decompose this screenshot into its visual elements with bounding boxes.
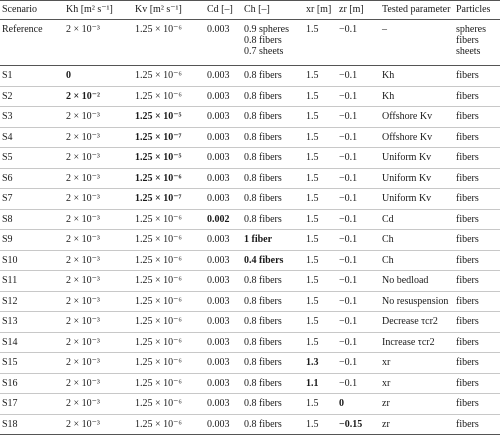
cell-cd: 0.003 bbox=[205, 312, 242, 333]
header-particles: Particles bbox=[454, 1, 500, 20]
cell-zr: −0.1 bbox=[337, 230, 380, 251]
cell-kv: 1.25 × 10⁻⁶ bbox=[133, 394, 205, 415]
cell-kv: 1.25 × 10⁻⁶ bbox=[133, 373, 205, 394]
cell-xr: 1.5 bbox=[304, 332, 337, 353]
header-tested-parameter: Tested parameter bbox=[380, 1, 454, 20]
reference-particles-spheres: spheres bbox=[456, 24, 486, 35]
reference-kv: 1.25 × 10⁻⁶ bbox=[133, 20, 205, 66]
cell-cd: 0.003 bbox=[205, 86, 242, 107]
cell-xr: 1.5 bbox=[304, 414, 337, 435]
cell-zr: −0.1 bbox=[337, 332, 380, 353]
cell-cd: 0.003 bbox=[205, 168, 242, 189]
cell-xr: 1.5 bbox=[304, 209, 337, 230]
reference-ch-fibers: 0.8 fibers bbox=[244, 35, 282, 46]
cell-kh: 2 × 10⁻³ bbox=[64, 250, 133, 271]
reference-tested: – bbox=[380, 20, 454, 66]
cell-xr: 1.5 bbox=[304, 250, 337, 271]
cell-zr: −0.1 bbox=[337, 127, 380, 148]
cell-cd: 0.003 bbox=[205, 271, 242, 292]
cell-kv: 1.25 × 10⁻⁷ bbox=[133, 189, 205, 210]
cell-ch: 0.8 fibers bbox=[242, 373, 304, 394]
reference-ch-sheets: 0.7 sheets bbox=[244, 46, 284, 57]
table-row bbox=[0, 127, 500, 148]
header-kh: Kh [m² s⁻¹] bbox=[64, 1, 133, 20]
table-row bbox=[0, 353, 500, 374]
cell-ch: 0.8 fibers bbox=[242, 312, 304, 333]
cell-zr: −0.1 bbox=[337, 271, 380, 292]
table-row bbox=[0, 86, 500, 107]
cell-kv: 1.25 × 10⁻⁵ bbox=[133, 148, 205, 169]
table-row bbox=[0, 414, 500, 435]
reference-kh: 2 × 10⁻³ bbox=[64, 20, 133, 66]
cell-particles: fibers bbox=[454, 394, 500, 415]
cell-cd: 0.003 bbox=[205, 107, 242, 128]
cell-cd: 0.003 bbox=[205, 250, 242, 271]
cell-scenario: S7 bbox=[0, 189, 64, 210]
cell-zr: −0.1 bbox=[337, 373, 380, 394]
header-ch: Ch [–] bbox=[242, 1, 304, 20]
cell-ch: 0.8 fibers bbox=[242, 86, 304, 107]
cell-zr: −0.1 bbox=[337, 168, 380, 189]
cell-tested: Increase τcr2 bbox=[380, 332, 454, 353]
cell-particles: fibers bbox=[454, 353, 500, 374]
cell-ch: 0.8 fibers bbox=[242, 394, 304, 415]
cell-tested: Decrease τcr2 bbox=[380, 312, 454, 333]
cell-cd: 0.003 bbox=[205, 394, 242, 415]
reference-cd: 0.003 bbox=[205, 20, 242, 66]
table-row bbox=[0, 230, 500, 251]
cell-scenario: S6 bbox=[0, 168, 64, 189]
cell-tested: zr bbox=[380, 394, 454, 415]
cell-tested: Ch bbox=[380, 230, 454, 251]
table-row bbox=[0, 189, 500, 210]
header-xr: xr [m] bbox=[304, 1, 337, 20]
cell-ch: 0.8 fibers bbox=[242, 332, 304, 353]
cell-particles: fibers bbox=[454, 148, 500, 169]
cell-cd: 0.003 bbox=[205, 127, 242, 148]
cell-scenario: S10 bbox=[0, 250, 64, 271]
table-row bbox=[0, 250, 500, 271]
cell-kv: 1.25 × 10⁻⁶ bbox=[133, 168, 205, 189]
cell-scenario: S16 bbox=[0, 373, 64, 394]
header-cd: Cd [–] bbox=[205, 1, 242, 20]
cell-kh: 2 × 10⁻³ bbox=[64, 332, 133, 353]
cell-ch: 0.8 fibers bbox=[242, 353, 304, 374]
cell-xr: 1.5 bbox=[304, 107, 337, 128]
cell-kh: 2 × 10⁻³ bbox=[64, 148, 133, 169]
cell-kh: 2 × 10⁻³ bbox=[64, 230, 133, 251]
cell-scenario: S2 bbox=[0, 86, 64, 107]
cell-kh: 2 × 10⁻³ bbox=[64, 394, 133, 415]
cell-scenario: S11 bbox=[0, 271, 64, 292]
reference-row bbox=[0, 20, 500, 66]
cell-zr: −0.1 bbox=[337, 66, 380, 87]
cell-zr: −0.1 bbox=[337, 250, 380, 271]
cell-scenario: S14 bbox=[0, 332, 64, 353]
cell-kh: 2 × 10⁻³ bbox=[64, 189, 133, 210]
cell-tested: Offshore Kv bbox=[380, 107, 454, 128]
cell-cd: 0.003 bbox=[205, 414, 242, 435]
cell-zr: −0.1 bbox=[337, 189, 380, 210]
cell-ch: 0.8 fibers bbox=[242, 107, 304, 128]
cell-tested: Ch bbox=[380, 250, 454, 271]
reference-particles-sheets: sheets bbox=[456, 46, 481, 57]
reference-particles bbox=[454, 20, 500, 66]
cell-kv: 1.25 × 10⁻⁶ bbox=[133, 332, 205, 353]
cell-cd: 0.003 bbox=[205, 373, 242, 394]
cell-cd: 0.003 bbox=[205, 230, 242, 251]
table-row bbox=[0, 107, 500, 128]
reference-xr: 1.5 bbox=[304, 20, 337, 66]
cell-particles: fibers bbox=[454, 312, 500, 333]
cell-zr: −0.1 bbox=[337, 209, 380, 230]
cell-cd: 0.003 bbox=[205, 148, 242, 169]
cell-tested: Cd bbox=[380, 209, 454, 230]
cell-zr: 0 bbox=[337, 394, 380, 415]
cell-particles: fibers bbox=[454, 230, 500, 251]
cell-kh: 2 × 10⁻² bbox=[64, 86, 133, 107]
cell-kh: 2 × 10⁻³ bbox=[64, 168, 133, 189]
cell-particles: fibers bbox=[454, 332, 500, 353]
cell-particles: fibers bbox=[454, 168, 500, 189]
cell-particles: fibers bbox=[454, 189, 500, 210]
cell-scenario: S18 bbox=[0, 414, 64, 435]
cell-cd: 0.003 bbox=[205, 189, 242, 210]
table-row bbox=[0, 66, 500, 87]
table-row bbox=[0, 312, 500, 333]
table-row bbox=[0, 271, 500, 292]
header-kv: Kv [m² s⁻¹] bbox=[133, 1, 205, 20]
cell-cd: 0.002 bbox=[205, 209, 242, 230]
cell-ch: 0.8 fibers bbox=[242, 291, 304, 312]
cell-kv: 1.25 × 10⁻⁶ bbox=[133, 230, 205, 251]
cell-kv: 1.25 × 10⁻⁶ bbox=[133, 66, 205, 87]
cell-xr: 1.5 bbox=[304, 394, 337, 415]
cell-particles: fibers bbox=[454, 414, 500, 435]
cell-tested: Kh bbox=[380, 86, 454, 107]
cell-particles: fibers bbox=[454, 107, 500, 128]
cell-xr: 1.5 bbox=[304, 168, 337, 189]
header-row bbox=[0, 1, 500, 20]
cell-scenario: S8 bbox=[0, 209, 64, 230]
cell-particles: fibers bbox=[454, 209, 500, 230]
cell-tested: Kh bbox=[380, 66, 454, 87]
header-zr: zr [m] bbox=[337, 1, 380, 20]
cell-kh: 2 × 10⁻³ bbox=[64, 414, 133, 435]
cell-cd: 0.003 bbox=[205, 353, 242, 374]
cell-kh: 2 × 10⁻³ bbox=[64, 271, 133, 292]
cell-ch: 0.8 fibers bbox=[242, 189, 304, 210]
cell-kh: 2 × 10⁻³ bbox=[64, 127, 133, 148]
cell-scenario: S17 bbox=[0, 394, 64, 415]
cell-xr: 1.5 bbox=[304, 86, 337, 107]
cell-zr: −0.1 bbox=[337, 86, 380, 107]
cell-scenario: S5 bbox=[0, 148, 64, 169]
cell-kv: 1.25 × 10⁻⁵ bbox=[133, 107, 205, 128]
cell-tested: xr bbox=[380, 353, 454, 374]
reference-scenario: Reference bbox=[0, 20, 64, 66]
cell-zr: −0.1 bbox=[337, 291, 380, 312]
cell-ch: 1 fiber bbox=[242, 230, 304, 251]
cell-scenario: S15 bbox=[0, 353, 64, 374]
cell-xr: 1.5 bbox=[304, 148, 337, 169]
cell-kh: 2 × 10⁻³ bbox=[64, 291, 133, 312]
cell-zr: −0.1 bbox=[337, 312, 380, 333]
cell-ch: 0.8 fibers bbox=[242, 414, 304, 435]
cell-cd: 0.003 bbox=[205, 291, 242, 312]
cell-particles: fibers bbox=[454, 271, 500, 292]
cell-kv: 1.25 × 10⁻⁶ bbox=[133, 414, 205, 435]
cell-ch: 0.8 fibers bbox=[242, 271, 304, 292]
cell-particles: fibers bbox=[454, 127, 500, 148]
cell-xr: 1.5 bbox=[304, 271, 337, 292]
cell-ch: 0.8 fibers bbox=[242, 209, 304, 230]
cell-scenario: S3 bbox=[0, 107, 64, 128]
cell-ch: 0.8 fibers bbox=[242, 148, 304, 169]
table-row bbox=[0, 148, 500, 169]
cell-kh: 0 bbox=[64, 66, 133, 87]
cell-xr: 1.5 bbox=[304, 230, 337, 251]
cell-kv: 1.25 × 10⁻⁶ bbox=[133, 312, 205, 333]
table-row bbox=[0, 209, 500, 230]
cell-kv: 1.25 × 10⁻⁶ bbox=[133, 271, 205, 292]
reference-ch bbox=[242, 20, 304, 66]
cell-kh: 2 × 10⁻³ bbox=[64, 353, 133, 374]
cell-kv: 1.25 × 10⁻⁶ bbox=[133, 209, 205, 230]
header-scenario: Scenario bbox=[0, 1, 64, 20]
cell-kv: 1.25 × 10⁻⁷ bbox=[133, 127, 205, 148]
reference-zr: −0.1 bbox=[337, 20, 380, 66]
reference-particles-fibers: fibers bbox=[456, 35, 479, 46]
cell-xr: 1.5 bbox=[304, 189, 337, 210]
cell-tested: Uniform Kv bbox=[380, 189, 454, 210]
cell-kv: 1.25 × 10⁻⁶ bbox=[133, 250, 205, 271]
cell-tested: xr bbox=[380, 373, 454, 394]
cell-kh: 2 × 10⁻³ bbox=[64, 209, 133, 230]
cell-particles: fibers bbox=[454, 373, 500, 394]
cell-particles: fibers bbox=[454, 66, 500, 87]
cell-scenario: S1 bbox=[0, 66, 64, 87]
cell-scenario: S9 bbox=[0, 230, 64, 251]
cell-scenario: S4 bbox=[0, 127, 64, 148]
cell-particles: fibers bbox=[454, 250, 500, 271]
cell-xr: 1.3 bbox=[304, 353, 337, 374]
cell-tested: Uniform Kv bbox=[380, 168, 454, 189]
cell-tested: zr bbox=[380, 414, 454, 435]
cell-zr: −0.1 bbox=[337, 353, 380, 374]
cell-kv: 1.25 × 10⁻⁶ bbox=[133, 291, 205, 312]
cell-tested: No resuspension bbox=[380, 291, 454, 312]
cell-particles: fibers bbox=[454, 291, 500, 312]
table-row bbox=[0, 394, 500, 415]
table-row bbox=[0, 291, 500, 312]
reference-ch-spheres: 0.9 spheres bbox=[244, 24, 289, 35]
cell-zr: −0.1 bbox=[337, 107, 380, 128]
cell-xr: 1.5 bbox=[304, 312, 337, 333]
cell-scenario: S12 bbox=[0, 291, 64, 312]
cell-kv: 1.25 × 10⁻⁶ bbox=[133, 86, 205, 107]
cell-kh: 2 × 10⁻³ bbox=[64, 107, 133, 128]
cell-kv: 1.25 × 10⁻⁶ bbox=[133, 353, 205, 374]
table-row bbox=[0, 332, 500, 353]
cell-cd: 0.003 bbox=[205, 66, 242, 87]
cell-xr: 1.5 bbox=[304, 127, 337, 148]
cell-cd: 0.003 bbox=[205, 332, 242, 353]
cell-zr: −0.1 bbox=[337, 148, 380, 169]
cell-tested: No bedload bbox=[380, 271, 454, 292]
cell-ch: 0.8 fibers bbox=[242, 168, 304, 189]
cell-xr: 1.5 bbox=[304, 66, 337, 87]
cell-tested: Uniform Kv bbox=[380, 148, 454, 169]
cell-kh: 2 × 10⁻³ bbox=[64, 312, 133, 333]
cell-xr: 1.5 bbox=[304, 291, 337, 312]
table-row bbox=[0, 373, 500, 394]
cell-scenario: S13 bbox=[0, 312, 64, 333]
table-row bbox=[0, 168, 500, 189]
cell-tested: Offshore Kv bbox=[380, 127, 454, 148]
cell-zr: −0.15 bbox=[337, 414, 380, 435]
cell-ch: 0.8 fibers bbox=[242, 66, 304, 87]
cell-particles: fibers bbox=[454, 86, 500, 107]
cell-xr: 1.1 bbox=[304, 373, 337, 394]
cell-ch: 0.8 fibers bbox=[242, 127, 304, 148]
cell-kh: 2 × 10⁻³ bbox=[64, 373, 133, 394]
cell-ch: 0.4 fibers bbox=[242, 250, 304, 271]
